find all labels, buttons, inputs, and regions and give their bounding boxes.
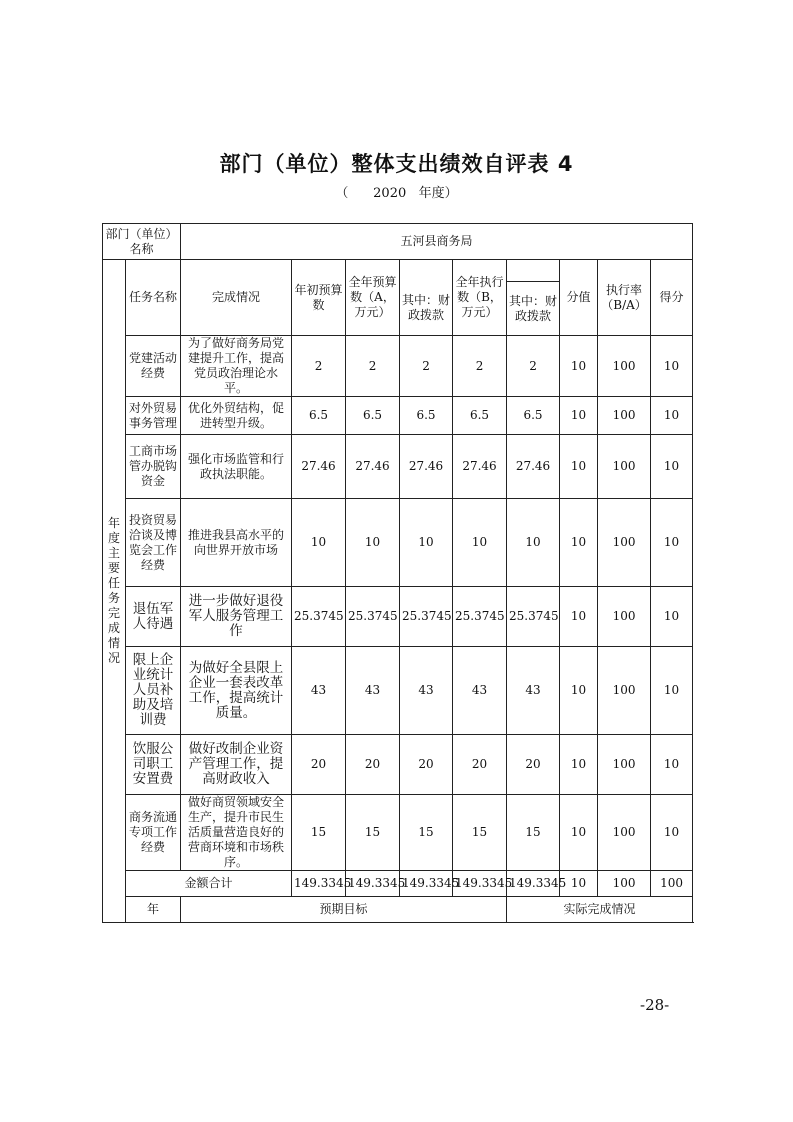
header-initial-budget: 年初预算数	[292, 260, 346, 336]
table-row	[103, 397, 693, 435]
cell-full-budget: 43	[346, 647, 400, 735]
cell-task: 工商市场管办脱钩资金	[126, 435, 181, 499]
header-row-1	[103, 260, 693, 282]
cell-score: 10	[651, 647, 693, 735]
bottom-row	[103, 897, 693, 923]
cell-full-budget: 15	[346, 795, 400, 871]
cell-score: 10	[651, 435, 693, 499]
cell-score-value: 10	[560, 499, 598, 587]
cell-budget-fiscal: 43	[400, 647, 453, 735]
cell-exec-fiscal: 2	[507, 336, 560, 397]
year-line: （ 2020 年度）	[335, 186, 458, 201]
bottom-year-label: 年	[126, 897, 181, 923]
cell-status: 做好商贸领域安全生产，提升市民生活质量营造良好的营商环境和市场秩序。	[181, 795, 292, 871]
cell-status: 进一步做好退役军人服务管理工作	[181, 587, 292, 647]
total-initial-budget: 149.3345	[292, 871, 346, 897]
cell-task: 饮服公司职工安置费	[126, 735, 181, 795]
cell-full-budget: 27.46	[346, 435, 400, 499]
cell-initial-budget: 43	[292, 647, 346, 735]
page-title: 部门（单位）整体支出绩效自评表 4	[219, 152, 574, 176]
dept-name: 五河县商务局	[181, 224, 693, 260]
cell-score-value: 10	[560, 795, 598, 871]
header-budget-fiscal: 其中：财政拨款	[400, 282, 453, 336]
cell-exec-rate: 100	[598, 435, 651, 499]
performance-table	[102, 223, 693, 923]
cell-task: 投资贸易洽谈及博览会工作经费	[126, 499, 181, 587]
cell-exec: 20	[453, 735, 507, 795]
cell-initial-budget: 2	[292, 336, 346, 397]
cell-exec-fiscal: 15	[507, 795, 560, 871]
total-budget-fiscal: 149.3345	[400, 871, 453, 897]
total-score-value: 10	[560, 871, 598, 897]
cell-full-budget: 2	[346, 336, 400, 397]
cell-exec-rate: 100	[598, 647, 651, 735]
cell-task: 商务流通专项工作经费	[126, 795, 181, 871]
cell-budget-fiscal: 10	[400, 499, 453, 587]
header-score: 得分	[651, 260, 693, 336]
cell-status: 做好改制企业资产管理工作，提高财政收入	[181, 735, 292, 795]
cell-full-budget: 10	[346, 499, 400, 587]
cell-budget-fiscal: 20	[400, 735, 453, 795]
cell-score: 10	[651, 397, 693, 435]
cell-budget-fiscal: 2	[400, 336, 453, 397]
total-exec-fiscal: 149.3345	[507, 871, 560, 897]
cell-exec: 27.46	[453, 435, 507, 499]
table-row	[103, 499, 693, 587]
cell-score: 10	[651, 587, 693, 647]
cell-initial-budget: 10	[292, 499, 346, 587]
total-exec: 149.3345	[453, 871, 507, 897]
expected-target-header: 预期目标	[181, 897, 507, 923]
cell-exec: 25.3745	[453, 587, 507, 647]
table-row	[103, 587, 693, 647]
page-number: -28-	[640, 996, 670, 1014]
cell-exec-rate: 100	[598, 336, 651, 397]
cell-budget-fiscal: 25.3745	[400, 587, 453, 647]
cell-budget-fiscal: 6.5	[400, 397, 453, 435]
cell-initial-budget: 6.5	[292, 397, 346, 435]
cell-exec-fiscal: 43	[507, 647, 560, 735]
cell-full-budget: 25.3745	[346, 587, 400, 647]
cell-full-budget: 20	[346, 735, 400, 795]
cell-budget-fiscal: 27.46	[400, 435, 453, 499]
total-score: 100	[651, 871, 693, 897]
header-full-budget: 全年预算数（A，万元）	[346, 260, 400, 336]
header-status: 完成情况	[181, 260, 292, 336]
cell-initial-budget: 27.46	[292, 435, 346, 499]
cell-exec-rate: 100	[598, 397, 651, 435]
cell-score: 10	[651, 499, 693, 587]
total-row	[103, 871, 693, 897]
cell-status: 推进我县高水平的向世界开放市场	[181, 499, 292, 587]
cell-exec: 15	[453, 795, 507, 871]
cell-score-value: 10	[560, 435, 598, 499]
header-exec: 全年执行数（B，万元）	[453, 260, 507, 336]
cell-full-budget: 6.5	[346, 397, 400, 435]
table-row	[103, 735, 693, 795]
header-exec-rate: 执行率（B/A）	[598, 260, 651, 336]
cell-exec-fiscal: 27.46	[507, 435, 560, 499]
cell-exec-rate: 100	[598, 735, 651, 795]
table-row	[103, 647, 693, 735]
cell-score-value: 10	[560, 647, 598, 735]
total-label: 金额合计	[126, 871, 292, 897]
cell-score-value: 10	[560, 587, 598, 647]
cell-exec-fiscal: 25.3745	[507, 587, 560, 647]
header-task: 任务名称	[126, 260, 181, 336]
cell-exec-fiscal: 10	[507, 499, 560, 587]
cell-score: 10	[651, 336, 693, 397]
dept-row	[103, 224, 693, 260]
header-spacer	[507, 260, 560, 282]
cell-initial-budget: 15	[292, 795, 346, 871]
cell-task: 对外贸易事务管理	[126, 397, 181, 435]
table-row	[103, 435, 693, 499]
cell-status: 为了做好商务局党建提升工作，提高党员政治理论水平。	[181, 336, 292, 397]
cell-score-value: 10	[560, 336, 598, 397]
cell-exec-rate: 100	[598, 587, 651, 647]
cell-task: 党建活动经费	[126, 336, 181, 397]
dept-label: 部门（单位）名称	[103, 224, 181, 260]
cell-exec-rate: 100	[598, 499, 651, 587]
cell-exec-fiscal: 20	[507, 735, 560, 795]
cell-score: 10	[651, 735, 693, 795]
cell-exec-rate: 100	[598, 795, 651, 871]
header-spacer	[400, 260, 453, 282]
cell-status: 为做好全县限上企业一套表改革工作，提高统计质量。	[181, 647, 292, 735]
table-row	[103, 336, 693, 397]
cell-status: 优化外贸结构，促进转型升级。	[181, 397, 292, 435]
cell-exec: 6.5	[453, 397, 507, 435]
cell-initial-budget: 25.3745	[292, 587, 346, 647]
cell-exec: 43	[453, 647, 507, 735]
cell-task: 退伍军人待遇	[126, 587, 181, 647]
cell-budget-fiscal: 15	[400, 795, 453, 871]
header-score-value: 分值	[560, 260, 598, 336]
cell-exec: 10	[453, 499, 507, 587]
total-full-budget: 149.3345	[346, 871, 400, 897]
header-exec-fiscal: 其中：财政拨款	[507, 282, 560, 336]
section-label: 年度主要任务完成情况	[103, 260, 126, 923]
table-row	[103, 795, 693, 871]
cell-task: 限上企业统计人员补助及培训费	[126, 647, 181, 735]
total-exec-rate: 100	[598, 871, 651, 897]
cell-exec: 2	[453, 336, 507, 397]
cell-status: 强化市场监管和行政执法职能。	[181, 435, 292, 499]
cell-initial-budget: 20	[292, 735, 346, 795]
cell-score: 10	[651, 795, 693, 871]
cell-score-value: 10	[560, 735, 598, 795]
cell-score-value: 10	[560, 397, 598, 435]
actual-completion-header: 实际完成情况	[507, 897, 693, 923]
cell-exec-fiscal: 6.5	[507, 397, 560, 435]
